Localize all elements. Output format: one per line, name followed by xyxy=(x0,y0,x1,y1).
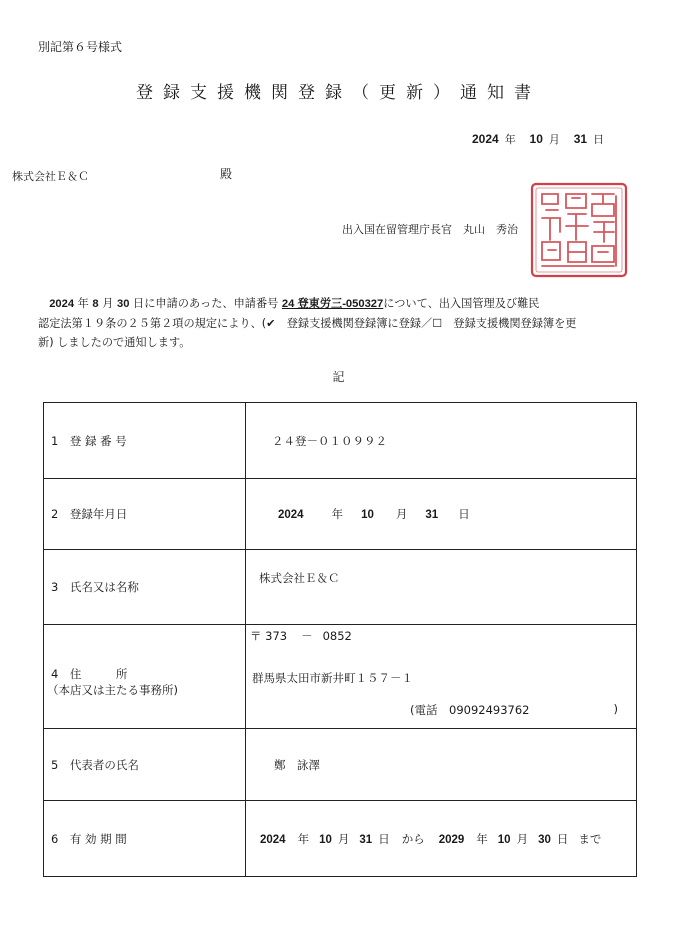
telephone xyxy=(250,686,636,718)
label-registration-date: 2 登録年月日 xyxy=(44,479,246,550)
ki-heading: 記 xyxy=(332,370,345,384)
tel-number: 09092493762 xyxy=(449,703,530,717)
body-month-unit: 月 xyxy=(102,297,114,310)
issue-month-unit: 月 xyxy=(548,133,560,146)
body-year-unit: 年 xyxy=(77,297,89,310)
value-representative: 鄭 詠澤 xyxy=(274,757,320,772)
table-row-validity-period xyxy=(44,801,637,877)
table-row-registration-date xyxy=(44,479,637,550)
from-year-unit: 年 xyxy=(297,831,310,846)
to-day: 30 xyxy=(538,833,551,846)
notice-body xyxy=(38,294,658,352)
table-row-registration-number xyxy=(44,403,637,479)
to-day-unit: 日 xyxy=(556,831,569,846)
reg-month: 10 xyxy=(361,509,374,521)
value-name: 株式会社Ｅ＆Ｃ xyxy=(259,571,340,585)
value-registration-number: ２４登－０１０９９２ xyxy=(272,433,387,448)
body-year: 2024 xyxy=(49,298,75,310)
table-row-representative xyxy=(44,729,637,801)
postal-code-1: 373 xyxy=(265,629,288,643)
issue-year: 2024 xyxy=(472,132,499,146)
value-registration-date xyxy=(246,479,637,550)
label-representative: 5 代表者の氏名 xyxy=(44,729,246,801)
tel-close: ) xyxy=(613,702,618,716)
official-seal-stamp xyxy=(528,180,630,280)
from-month-unit: 月 xyxy=(337,831,350,846)
checked-box-icon: ✔ xyxy=(266,317,276,330)
made-text: まで xyxy=(578,831,602,846)
issue-day-unit: 日 xyxy=(593,133,605,146)
label-address-cell xyxy=(44,625,246,729)
issue-year-unit: 年 xyxy=(504,133,516,146)
label-address-sub: （本店又は主たる事務所) xyxy=(47,682,178,697)
issue-month: 10 xyxy=(529,132,543,146)
reg-month-unit: 月 xyxy=(395,507,408,521)
postal-code-2: 0852 xyxy=(322,629,352,643)
body-day-unit: 日に申請のあった、申請番号 xyxy=(133,297,279,310)
address-text: 群馬県太田市新井町１５７－１ xyxy=(252,671,413,685)
option-register-text: 登録支援機関登録簿に登録／ xyxy=(286,317,433,330)
to-month: 10 xyxy=(497,833,511,846)
from-year: 2024 xyxy=(260,833,286,846)
body-month: 8 xyxy=(92,298,99,310)
postal-code xyxy=(250,625,636,644)
option-renew-text: 登録支援機関登録簿を更 xyxy=(453,317,577,330)
issuer-name: 出入国在留管理庁長官 丸山 秀治 xyxy=(342,223,518,236)
postal-mark: 〒 xyxy=(250,629,262,643)
body-line-2-text: 認定法第１９条の２５第２項の規定により、( xyxy=(38,317,267,330)
table-row-address xyxy=(44,625,637,729)
to-year-unit: 年 xyxy=(476,831,488,846)
label-validity-period: 6 有 効 期 間 xyxy=(44,801,246,877)
to-month-unit: 月 xyxy=(516,831,529,846)
kara-text: から xyxy=(401,831,425,846)
from-day-unit: 日 xyxy=(378,831,390,846)
reg-day: 31 xyxy=(425,509,439,521)
from-month: 10 xyxy=(319,833,332,846)
addressee-honorific: 殿 xyxy=(220,167,233,181)
label-name: 3 氏名又は名称 xyxy=(44,550,246,625)
registration-details-table xyxy=(43,402,637,877)
empty-checkbox-icon: ☐ xyxy=(432,317,443,330)
value-cell-name xyxy=(246,550,637,625)
reg-day-unit: 日 xyxy=(458,507,470,521)
value-cell-representative xyxy=(246,729,637,801)
issue-day: 31 xyxy=(573,132,588,146)
label-address: 4 住 所 xyxy=(51,666,128,681)
body-line-3: 新) しましたので通知します。 xyxy=(38,336,191,349)
reg-year: 2024 xyxy=(278,509,304,521)
reg-year-unit: 年 xyxy=(331,507,344,521)
value-cell-registration-number xyxy=(246,403,637,479)
to-year: 2029 xyxy=(438,833,465,846)
body-line-1 xyxy=(38,294,658,314)
tel-label: (電話 xyxy=(410,703,438,717)
issue-date xyxy=(472,131,614,147)
body-line-2 xyxy=(38,314,658,333)
postal-dash: － xyxy=(301,629,313,643)
from-day: 31 xyxy=(359,833,373,846)
value-address xyxy=(246,625,637,729)
table-row-name xyxy=(44,550,637,625)
document-title: 登録支援機関登録（更新）通知書 xyxy=(136,83,541,103)
value-validity-period xyxy=(246,801,637,877)
body-line-1-tail: について、出入国管理及び難民 xyxy=(383,297,540,310)
body-day: 30 xyxy=(116,298,130,310)
application-number: 24 登東労三-050327 xyxy=(281,298,384,310)
label-registration-number: 1 登 録 番 号 xyxy=(44,403,246,479)
addressee-name: 株式会社Ｅ＆Ｃ xyxy=(12,170,89,183)
form-code: 別記第６号様式 xyxy=(38,40,123,54)
